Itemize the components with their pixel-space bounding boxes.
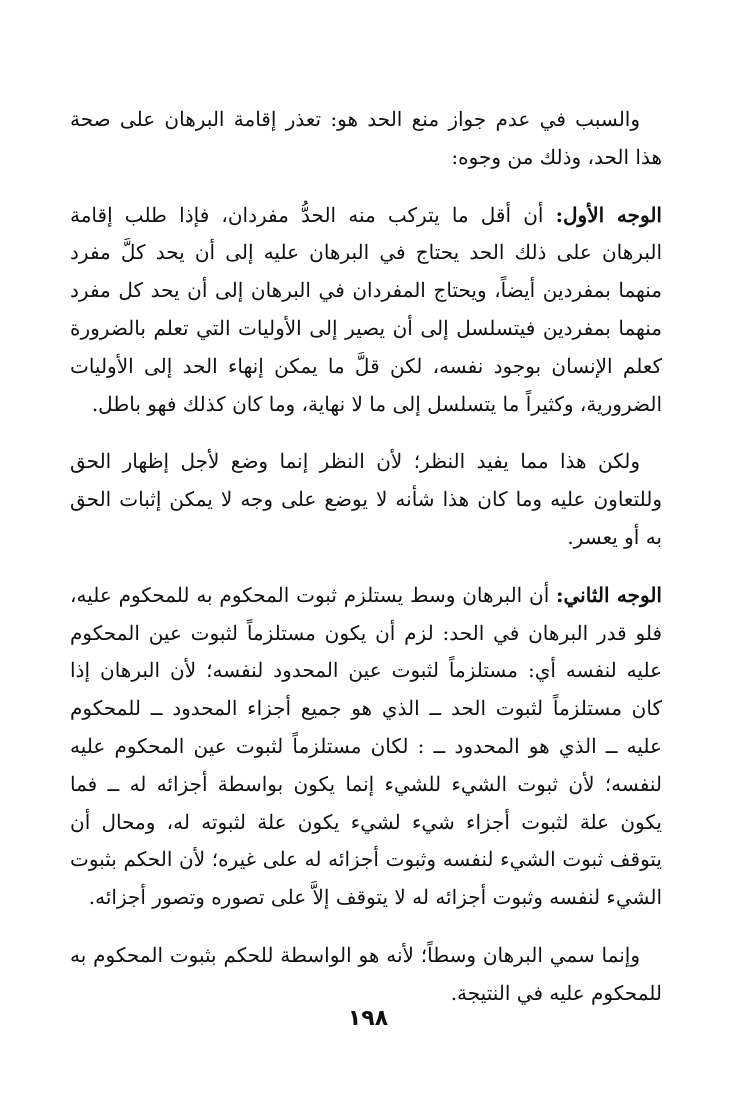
first-aspect-heading: الوجه الأول: <box>555 202 662 227</box>
paragraph-intro <box>70 101 662 177</box>
second-aspect-heading: الوجه الثاني: <box>556 582 662 607</box>
paragraph-intro-text: والسبب في عدم جواز منع الحد هو: تعذر إقامة البرهان على صحة هذا الحد، وذلك من وجوه: <box>70 107 662 169</box>
objection-text: ولكن هذا مما يفيد النظر؛ لأن النظر إنما وضع لأجل إظهار الحق وللتعاون عليه وما كان هذا شأنه لا يوضع على وجه لا يمكن إثبات الحق به أو يعسر. <box>70 449 662 549</box>
paragraph-first-aspect <box>70 197 662 424</box>
page-number: ١٩٨ <box>347 1006 389 1031</box>
second-aspect-text: أن البرهان وسط يستلزم ثبوت المحكوم به للمحكوم عليه، فلو قدر البرهان في الحد: لزم أن يكون مستلزماً لثبوت عين المحكوم عليه لنفسه أي: مستلزماً لثبوت عين المحدود لنفسه؛ لأن البرهان إذا كان مستلزماً لثبوت الحد ــ الذي هو جميع أجزاء المحدود ــ للمحكوم عليه ــ الذي هو المحدود ــ : لكان مستلزماً لثبوت عين المحكوم عليه لنفسه؛ لأن ثبوت الشيء للشيء إنما يكون بواسطة أجزائه له ــ فما يكون علة لثبوت أجزاء شيء لشيء يكون علة لثبوته له، ومحال أن يتوقف ثبوت الشيء لنفسه وثبوت أجزائه له على غيره؛ لأن الحكم بثبوت الشيء لنفسه وثبوت أجزائه له لا يتوقف إلاَّ على تصوره وتصور أجزائه. <box>70 582 663 910</box>
paragraph-second-aspect <box>70 577 662 917</box>
paragraph-objection <box>70 443 662 556</box>
conclusion-text: وإنما سمي البرهان وسطاً؛ لأنه هو الواسطة للحكم بثبوت المحكوم به للمحكوم عليه في النتيجة. <box>70 942 662 1005</box>
paragraph-conclusion <box>70 937 662 1013</box>
main-text <box>70 101 662 1033</box>
first-aspect-text: أن أقل ما يتركب منه الحدُّ مفردان، فإذا طلب إقامة البرهان على ذلك الحد يحتاج في البرهان عليه إلى أن يحد كلَّ مفرد منهما بمفردين أيضاً، ويحتاج المفردان في البرهان إلى أن يحد كل مفرد منهما بمفردين فيتسلسل إلى أن يصير إلى الأوليات التي تعلم بالضرورة كعلم الإنسان بوجود نفسه، لكن قلَّ ما يمكن إنهاء الحد إلى الأوليات الضرورية، وكثيراً ما يتسلسل إلى ما لا نهاية، وما كان كذلك فهو باطل. <box>70 202 662 416</box>
